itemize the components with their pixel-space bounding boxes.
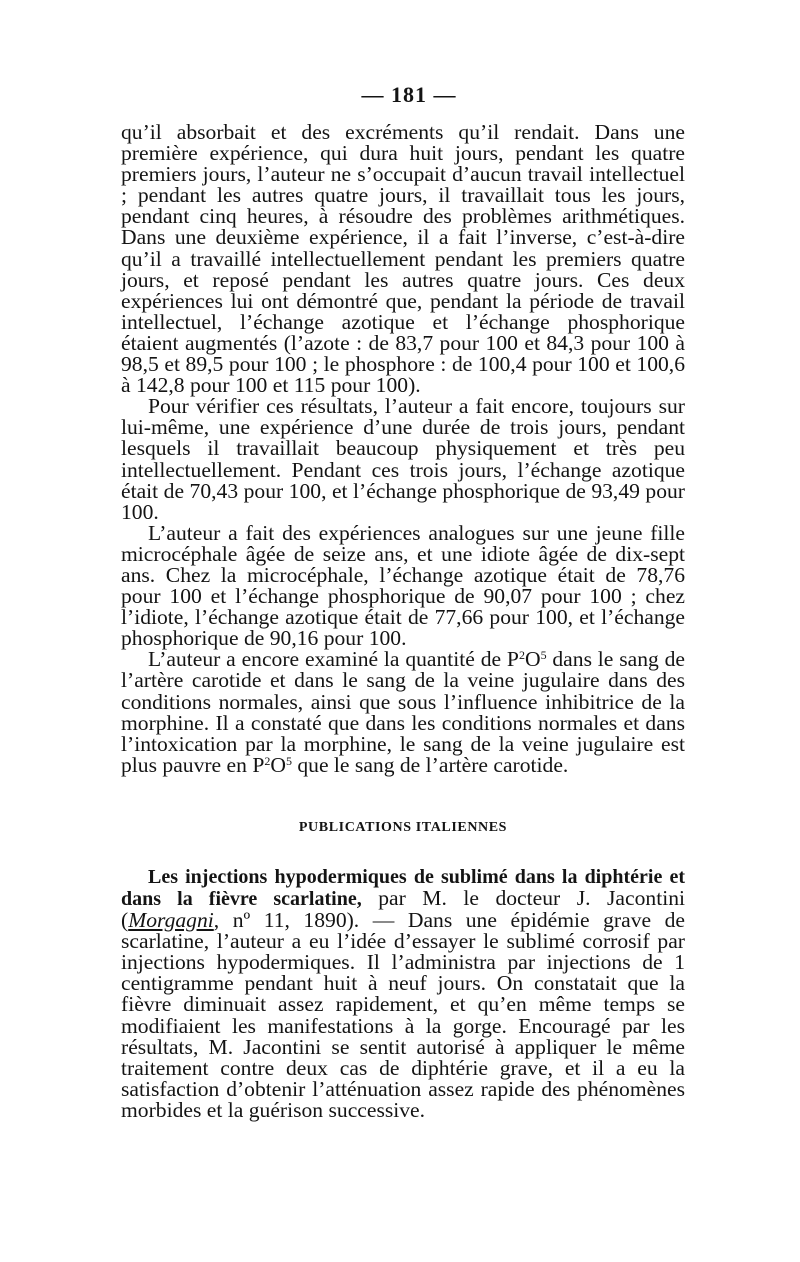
paragraph-verification: Pour vérifier ces résultats, l’auteur a fait encore, toujours sur lui-même, une expérience d’une durée de trois jours, pendant lesquels il travaillait beaucoup physiquement et très peu intellectuellement. Pendant ces trois jours, l’échange azotique était de 70,43 pour 100, et l’échange phosphorique de 93,49 pour 100. bbox=[121, 394, 685, 524]
article-body: Dans une épidémie grave de scarlatine, l’auteur a eu l’idée d’essayer le sublimé corrosif par injections hypodermiques. Il l’administra par injections de 1 centigramme pendant huit à neuf jours. On constatait que la fièvre diminuait assez rapidement, et qu’en même temps se modifiaient les manifestations à la gorge. Encouragé par les résultats, M. Jacontini se sentit autorisé à appliquer le même traitement contre deux cas de diphtérie grave, et il a eu la satisfaction d’obtenir l’atténuation assez rapide des phénomènes morbides et la guérison successive. bbox=[121, 908, 685, 1122]
article-byline: par M. le docteur J. Jacontini ( bbox=[121, 886, 685, 933]
paragraph-phosphorus-blood bbox=[121, 649, 685, 776]
text-segment: L’auteur a encore examiné la quantité de P bbox=[148, 647, 519, 672]
superscript: 5 bbox=[540, 648, 547, 663]
text-segment: O bbox=[524, 647, 541, 672]
article-entry bbox=[121, 866, 685, 1121]
article-title: Les injections hypodermiques de sublimé dans la diphtérie et dans la fièvre scarlatine, bbox=[121, 865, 685, 910]
text-segment: dans le sang de l’artère carotide et dans le sang de la veine jugulaire dans des conditions normales, ainsi que sous l’influence inhibitrice de la morphine. Il a constaté que dans les conditions normales et dans l’intoxication par la morphine, le sang de la veine jugulaire est plus pauvre en P bbox=[121, 647, 686, 777]
superscript: 2 bbox=[518, 648, 525, 663]
section-heading: PUBLICATIONS ITALIENNES bbox=[298, 819, 508, 835]
article-citation: , nº 11, 1890). — bbox=[213, 908, 408, 933]
paragraph-analogous-experiments: L’auteur a fait des expériences analogues sur une jeune fille microcéphale âgée de seize ans, et une idiote âgée de dix-sept ans. Chez la microcéphale, l’échange azotique était de 78,76 pour 100 et l’échange phosphorique de 90,07 pour 100 ; chez l’idiote, l’échange azotique était de 77,66 pour 100, et l’échange phosphorique de 90,16 pour 100. bbox=[121, 520, 685, 651]
journal-name: Morgagni bbox=[128, 908, 214, 933]
page-number: — 181 — bbox=[361, 82, 457, 107]
superscript: 2 bbox=[264, 753, 271, 768]
text-segment: O bbox=[270, 752, 286, 777]
page-body bbox=[121, 82, 685, 1121]
text-segment: que le sang de l’artère carotide. bbox=[291, 752, 569, 777]
paragraph-continuation: qu’il absorbait et des excréments qu’il rendait. Dans une première expérience, qui dura huit jours, pendant les quatre premiers jours, l’auteur ne s’occupait d’aucun travail intellectuel ; pendant les autres quatre jours, il travaillait tous les jours, pendant cinq heures, à résoudre des problèmes arithmétiques. Dans une deuxième expérience, il a fait l’inverse, c’est-à-dire qu’il a travaillé intellectuellement pendant les premiers quatre jours, et reposé pendant les autres quatre jours. Ces deux expériences lui ont démontré que, pendant la période de travail intellectuel, l’échange azotique et l’échange phosphorique étaient augmentés (l’azote : de 83,7 pour 100 et 84,3 pour 100 à 98,5 et 89,5 pour 100 ; le phosphore : de 100,4 pour 100 et 100,6 à 142,8 pour 100 et 115 pour 100). bbox=[121, 120, 685, 398]
superscript: 5 bbox=[285, 753, 292, 768]
